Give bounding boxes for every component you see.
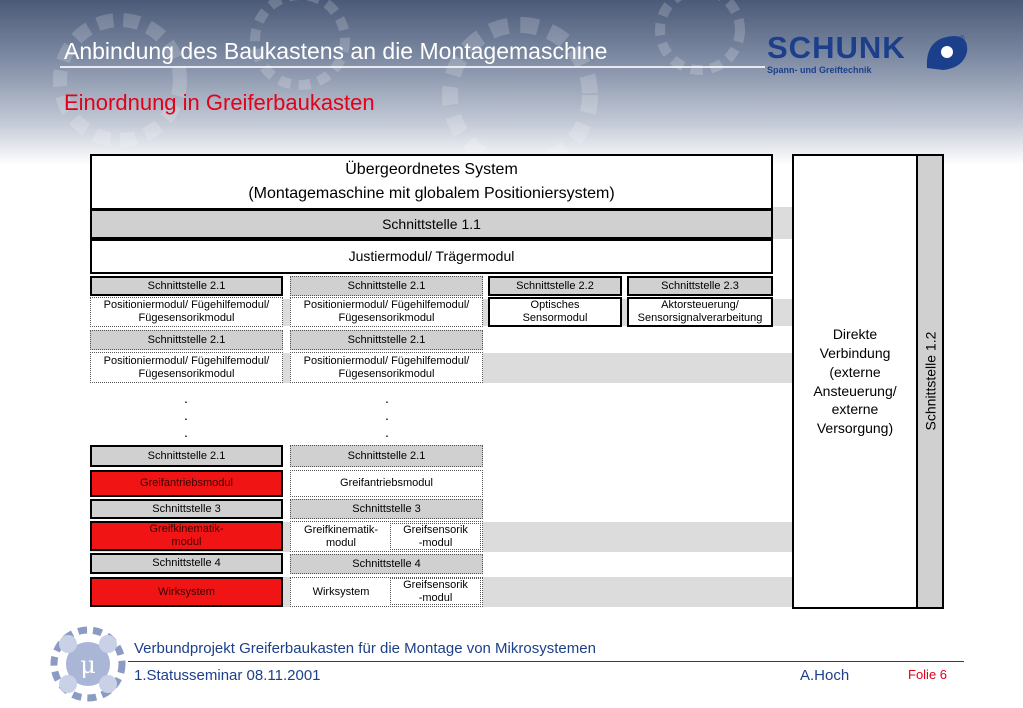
ellipsis-dot: . <box>385 407 389 423</box>
module-label: Sensorsignalverarbeitung <box>637 312 763 324</box>
module-label: Positioniermodul/ Fügehilfemodul/ <box>303 354 470 367</box>
active-system-module <box>90 577 283 607</box>
ellipsis-dot: . <box>385 424 389 440</box>
superordinate-system-label: Übergeordnetes System <box>345 160 518 178</box>
logo-name: SCHUNK <box>767 30 906 65</box>
interface-label: Schnittstelle 2.1 <box>347 279 426 292</box>
gripper-drive-module <box>90 470 283 497</box>
schunk-logo <box>765 30 975 80</box>
logo-registered: ® <box>959 34 965 43</box>
module-label: Greifkinematik- <box>149 523 224 536</box>
adjustment-carrier-module <box>90 239 773 274</box>
interface-label: Schnittstelle 2.1 <box>347 333 426 346</box>
interface-3 <box>90 499 283 519</box>
superordinate-system-box <box>90 154 773 210</box>
interface-2-1 <box>90 445 283 467</box>
interface-2-1 <box>90 330 283 350</box>
direct-connection-text: Direkte <box>832 325 878 342</box>
ellipsis-dot: . <box>184 407 188 423</box>
module-label: Greifkinematik- <box>304 524 378 537</box>
interface-label: Schnittstelle 2.3 <box>661 279 739 292</box>
interface-2-1 <box>290 330 483 350</box>
adjustment-carrier-label: Justiermodul/ Trägermodul <box>348 248 515 265</box>
svg-text:μ: μ <box>80 651 96 679</box>
interface-3 <box>290 499 483 519</box>
project-logo-icon <box>48 624 128 704</box>
module-label: Wirksystem <box>312 586 370 599</box>
interface-2-1 <box>290 445 483 467</box>
module-label: Positioniermodul/ Fügehilfemodul/ <box>103 354 270 367</box>
actuator-control-module <box>627 297 773 327</box>
direct-connection-box <box>792 154 918 609</box>
page-title: Anbindung des Baukastens an die Montagemaschine <box>64 38 608 64</box>
interface-label: Schnittstelle 4 <box>152 557 221 570</box>
positioning-module <box>290 297 483 327</box>
superordinate-system-detail: (Montagemaschine mit globalem Positioniersystem) <box>248 185 615 202</box>
ellipsis-dot: . <box>184 424 188 440</box>
direct-connection-text: Versorgung) <box>816 420 894 437</box>
gear-background-icon <box>0 0 1023 165</box>
interface-4 <box>90 553 283 574</box>
module-label: modul <box>326 537 356 549</box>
interface-label: Schnittstelle 2.1 <box>147 333 226 346</box>
interface-label: Schnittstelle 3 <box>352 502 421 515</box>
gripper-sensor-module <box>390 523 481 550</box>
interface-label: Schnittstelle 2.2 <box>516 279 594 292</box>
module-label: Greifantriebsmodul <box>140 477 233 490</box>
module-label: Greifsensorik <box>403 578 468 591</box>
interface-2-1 <box>290 276 483 296</box>
module-label: Sensormodul <box>522 312 588 324</box>
interface-1-2 <box>916 154 944 609</box>
slide-number: Folie 6 <box>908 667 948 682</box>
logo-tagline: Spann- und Greiftechnik <box>767 65 872 75</box>
interface-label: Schnittstelle 3 <box>152 502 221 515</box>
module-label: Aktorsteuerung/ <box>661 299 739 312</box>
active-system-module <box>293 579 389 606</box>
interface-2-1 <box>90 276 283 296</box>
module-label: Fügesensorikmodul <box>338 367 435 380</box>
module-label: Fügesensorikmodul <box>338 312 435 324</box>
positioning-module <box>290 352 483 383</box>
footer-project: Verbundprojekt Greiferbaukasten für die Montage von Mikrosystemen <box>134 640 596 657</box>
optical-sensor-module <box>488 297 622 327</box>
ellipsis-dot: . <box>385 390 389 406</box>
interface-2-2 <box>488 276 622 296</box>
module-label: modul <box>171 536 202 548</box>
interface-2-3 <box>627 276 773 296</box>
ellipsis-dot: . <box>184 390 188 406</box>
direct-connection-text: externe <box>831 401 879 418</box>
footer-author: A.Hoch <box>800 667 850 684</box>
module-label: Optisches <box>530 299 580 312</box>
module-label: Positioniermodul/ Fügehilfemodul/ <box>303 299 470 312</box>
module-label: Positioniermodul/ Fügehilfemodul/ <box>103 299 270 312</box>
positioning-module <box>90 352 283 383</box>
interface-4 <box>290 554 483 574</box>
module-label: Fügesensorikmodul <box>138 367 235 380</box>
gripper-sensor-module <box>390 578 481 605</box>
module-label: Greifantriebsmodul <box>340 477 433 490</box>
gripper-kinematics-module <box>293 523 389 551</box>
direct-connection-text: Ansteuerung/ <box>813 382 897 399</box>
interface-label: Schnittstelle 4 <box>352 557 421 570</box>
gripper-drive-module <box>290 470 483 497</box>
footer-divider <box>128 661 964 662</box>
footer-seminar: 1.Statusseminar 08.11.2001 <box>134 667 321 684</box>
module-label: Fügesensorikmodul <box>138 312 235 324</box>
module-label: Wirksystem <box>158 585 215 598</box>
gripper-kinematics-module <box>90 521 283 551</box>
direct-connection-text: Verbindung <box>819 344 891 361</box>
interface-label: Schnittstelle 2.1 <box>347 449 426 462</box>
interface-1-1 <box>90 209 773 239</box>
title-divider <box>60 66 765 68</box>
interface-1-2-label: Schnittstelle 1.2 <box>921 332 938 431</box>
interface-label: Schnittstelle 2.1 <box>147 449 226 462</box>
interface-label: Schnittstelle 2.1 <box>147 279 226 292</box>
direct-connection-text: (externe <box>829 363 881 380</box>
page-subtitle: Einordnung in Greiferbaukasten <box>64 90 375 115</box>
interface-1-1-label: Schnittstelle 1.1 <box>382 215 481 232</box>
positioning-module <box>90 297 283 327</box>
module-label: Greifsensorik <box>403 523 468 536</box>
module-label: -modul <box>418 591 453 604</box>
module-label: -modul <box>418 536 453 549</box>
